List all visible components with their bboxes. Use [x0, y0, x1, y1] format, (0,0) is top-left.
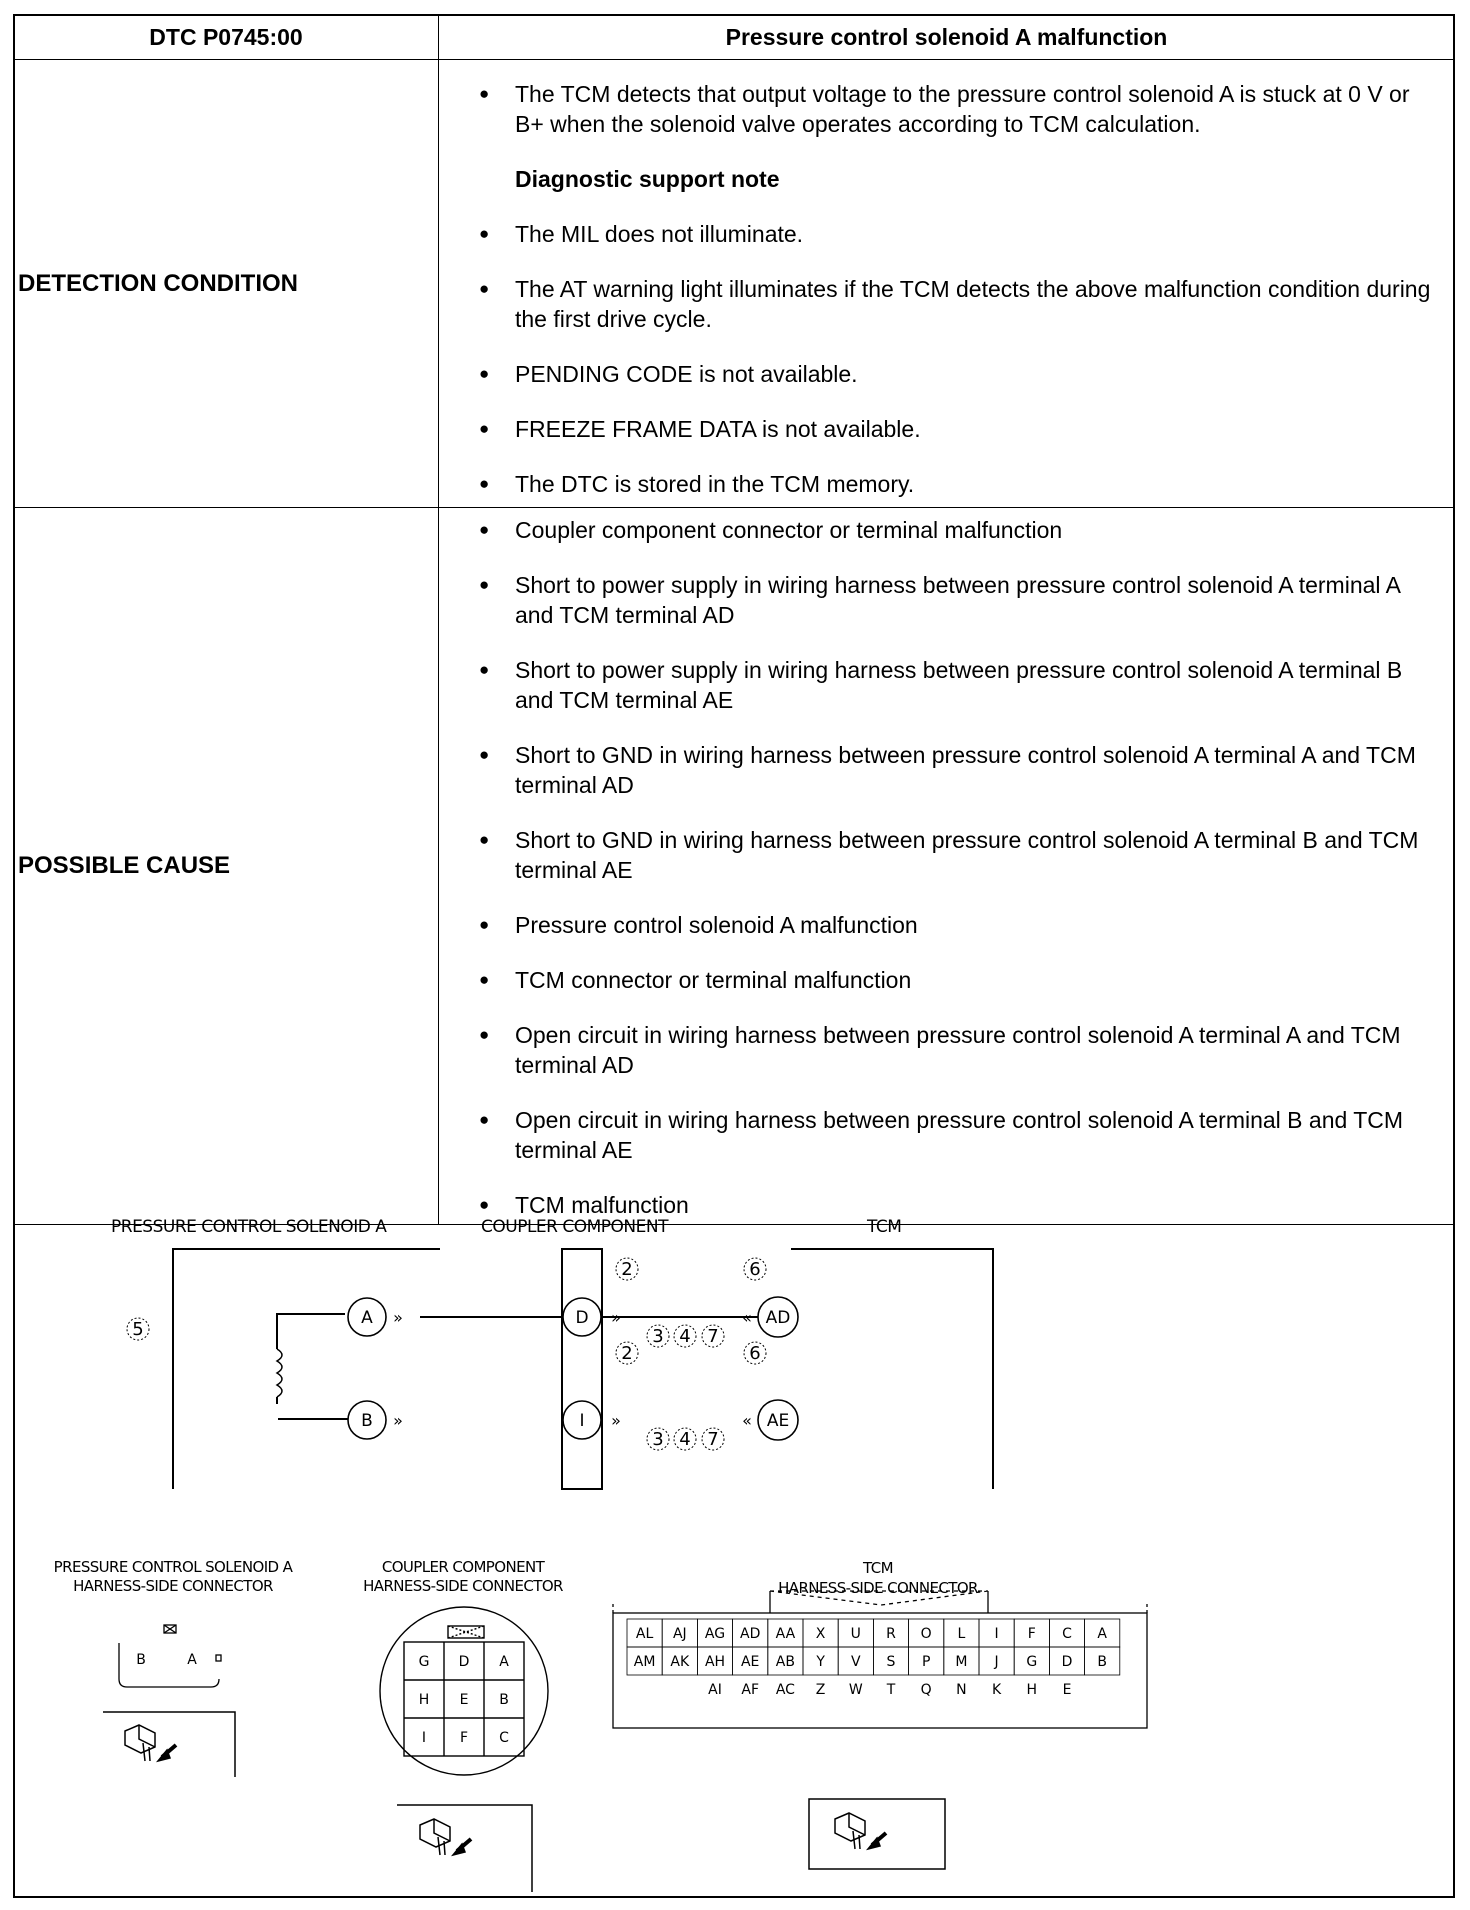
- tcm-pin: R: [886, 1626, 896, 1642]
- tcm-pin: AL: [635, 1626, 654, 1642]
- callout-6: 6: [749, 1343, 761, 1364]
- tcm-pin: V: [851, 1654, 861, 1670]
- tcm-connector-title: TCM: [863, 1559, 893, 1577]
- coupler-connector-title: COUPLER COMPONENT: [381, 1558, 545, 1576]
- dtc-title: Pressure control solenoid A malfunction: [439, 15, 1455, 60]
- possible-cause-label: POSSIBLE CAUSE: [14, 508, 439, 1225]
- list-item: ● The DTC is stored in the TCM memory.: [479, 469, 1454, 499]
- coupler-pin: I: [421, 1730, 427, 1746]
- diagnostic-note-heading: Diagnostic support note: [515, 165, 780, 192]
- list-item: ● Coupler component connector or terminal malfunction: [479, 515, 1454, 545]
- callout-7: 7: [707, 1326, 719, 1347]
- tcm-pin: I: [994, 1626, 999, 1642]
- tcm-pin: Q: [920, 1682, 932, 1698]
- coupler-pin: E: [459, 1692, 469, 1708]
- list-item: ● Open circuit in wiring harness between pressure control solenoid A terminal B and TCM terminal AE: [479, 1105, 1454, 1165]
- callout-2: 2: [621, 1259, 633, 1280]
- list-item: ● TCM connector or terminal malfunction: [479, 965, 1454, 995]
- tcm-pin: N: [956, 1682, 967, 1698]
- detection-label: DETECTION CONDITION: [14, 60, 439, 508]
- tcm-pin: A: [1097, 1626, 1107, 1642]
- tcm-pin: AJ: [672, 1626, 687, 1642]
- tcm-connector-subtitle: HARNESS-SIDE CONNECTOR: [778, 1579, 978, 1597]
- solenoid-connector-title: PRESSURE CONTROL SOLENOID A: [53, 1558, 293, 1576]
- tcm-pin: P: [921, 1654, 931, 1670]
- tcm-pin: C: [1062, 1626, 1072, 1642]
- tcm-pin: G: [1026, 1654, 1038, 1670]
- solenoid-connector-subtitle: HARNESS-SIDE CONNECTOR: [73, 1577, 273, 1595]
- list-item: ● PENDING CODE is not available.: [479, 359, 1454, 389]
- tcm-pin: AE: [740, 1654, 760, 1670]
- coupler-connector-subtitle: HARNESS-SIDE CONNECTOR: [363, 1577, 563, 1595]
- tcm-pin: Y: [816, 1654, 825, 1670]
- terminal-label: A: [361, 1308, 373, 1328]
- connector-view-icon: [809, 1799, 945, 1869]
- coupler-pin: F: [459, 1730, 469, 1746]
- callout-3: 3: [652, 1429, 664, 1450]
- tcm-pin: M: [955, 1654, 968, 1670]
- solenoid-pin: A: [187, 1652, 197, 1668]
- detection-row: [14, 60, 1455, 508]
- solenoid-label: PRESSURE CONTROL SOLENOID A: [111, 1217, 387, 1237]
- tcm-pin: H: [1026, 1682, 1038, 1698]
- svg-text:»: »: [611, 1308, 621, 1327]
- table-header-row: [14, 15, 1455, 60]
- dtc-code: DTC P0745:00: [14, 15, 439, 60]
- svg-text:»: »: [611, 1411, 621, 1430]
- tcm-pin: AD: [740, 1626, 761, 1642]
- tcm-pin: U: [850, 1626, 861, 1642]
- list-item: ● The TCM detects that output voltage to the pressure control solenoid A is stuck at 0 V or B+ when the solenoid valve operates according to TCM calculation.: [479, 79, 1454, 139]
- tcm-pin: T: [886, 1682, 896, 1698]
- tcm-pin: K: [992, 1682, 1002, 1698]
- coupler-pin: G: [418, 1654, 430, 1670]
- tcm-pin: AF: [741, 1682, 760, 1698]
- tcm-pin: J: [994, 1654, 999, 1670]
- tcm-pin: W: [848, 1682, 863, 1698]
- possible-cause-row: [14, 508, 1455, 1225]
- tcm-pin: AH: [704, 1654, 726, 1670]
- list-item: ● Open circuit in wiring harness between pressure control solenoid A terminal A and TCM terminal AD: [479, 1020, 1454, 1080]
- terminal-label: AE: [766, 1411, 790, 1431]
- callout-7: 7: [707, 1429, 719, 1450]
- tcm-pin: L: [957, 1626, 966, 1642]
- callout-6: 6: [749, 1259, 761, 1280]
- coupler-pin: H: [418, 1692, 430, 1708]
- terminal-label: B: [361, 1411, 373, 1431]
- list-item: ● Pressure control solenoid A malfunction: [479, 910, 1454, 940]
- list-item: ● Short to GND in wiring harness between pressure control solenoid A terminal A and TCM terminal AD: [479, 740, 1454, 800]
- list-item: ● Short to power supply in wiring harness between pressure control solenoid A terminal B and TCM terminal AE: [479, 655, 1454, 715]
- list-item: ● TCM malfunction: [479, 1190, 1454, 1220]
- tcm-pin: B: [1097, 1654, 1108, 1670]
- tcm-pin: F: [1027, 1626, 1036, 1642]
- svg-text:«: «: [742, 1411, 752, 1430]
- callout-5: 5: [132, 1319, 144, 1340]
- possible-cause-content: [439, 508, 1455, 1225]
- coupler-pin: B: [499, 1692, 509, 1708]
- terminal-label: I: [579, 1411, 585, 1431]
- tcm-pin: AI: [708, 1682, 722, 1698]
- list-item: ● The MIL does not illuminate.: [479, 219, 1454, 249]
- tcm-pin: AC: [775, 1682, 795, 1698]
- list-item: ● Short to power supply in wiring harness between pressure control solenoid A terminal A and TCM terminal AD: [479, 570, 1454, 630]
- terminal-label: AD: [765, 1308, 791, 1328]
- tcm-pin: D: [1061, 1654, 1073, 1670]
- tcm-pin: AA: [775, 1626, 796, 1642]
- list-item: ● FREEZE FRAME DATA is not available.: [479, 414, 1454, 444]
- callout-4: 4: [679, 1326, 691, 1347]
- coupler-pin: D: [458, 1654, 470, 1670]
- svg-text:«: «: [742, 1308, 752, 1327]
- connector-view-icon: [103, 1712, 235, 1777]
- tcm-pin: AG: [704, 1626, 726, 1642]
- callout-2: 2: [621, 1343, 633, 1364]
- tcm-connector-grid: [627, 1619, 1120, 1698]
- tcm-pin: AB: [775, 1654, 795, 1670]
- coupler-label: COUPLER COMPONENT: [481, 1217, 668, 1237]
- tcm-pin: E: [1062, 1682, 1072, 1698]
- coupler-pin: A: [499, 1654, 509, 1670]
- solenoid-pin: B: [136, 1652, 146, 1668]
- callout-4: 4: [679, 1429, 691, 1450]
- tcm-label: TCM: [867, 1217, 902, 1237]
- svg-text:»: »: [393, 1411, 403, 1430]
- svg-text:»: »: [393, 1308, 403, 1327]
- tcm-pin: X: [815, 1626, 826, 1642]
- coupler-pin: C: [499, 1730, 509, 1746]
- connector-view-icon: [397, 1805, 532, 1892]
- wiring-diagram: [15, 1209, 1453, 1897]
- tcm-pin: AM: [633, 1654, 656, 1670]
- dtc-table: [13, 14, 1455, 1225]
- tcm-pin: Z: [815, 1682, 826, 1698]
- detection-content: [439, 60, 1455, 508]
- list-item: ● The AT warning light illuminates if the TCM detects the above malfunction condition during the first drive cycle.: [479, 274, 1454, 334]
- terminal-label: D: [575, 1308, 589, 1328]
- callout-3: 3: [652, 1326, 664, 1347]
- tcm-pin: AK: [670, 1654, 690, 1670]
- tcm-pin: O: [920, 1626, 932, 1642]
- list-item: ● Short to GND in wiring harness between pressure control solenoid A terminal B and TCM terminal AE: [479, 825, 1454, 885]
- tcm-pin: S: [886, 1654, 896, 1670]
